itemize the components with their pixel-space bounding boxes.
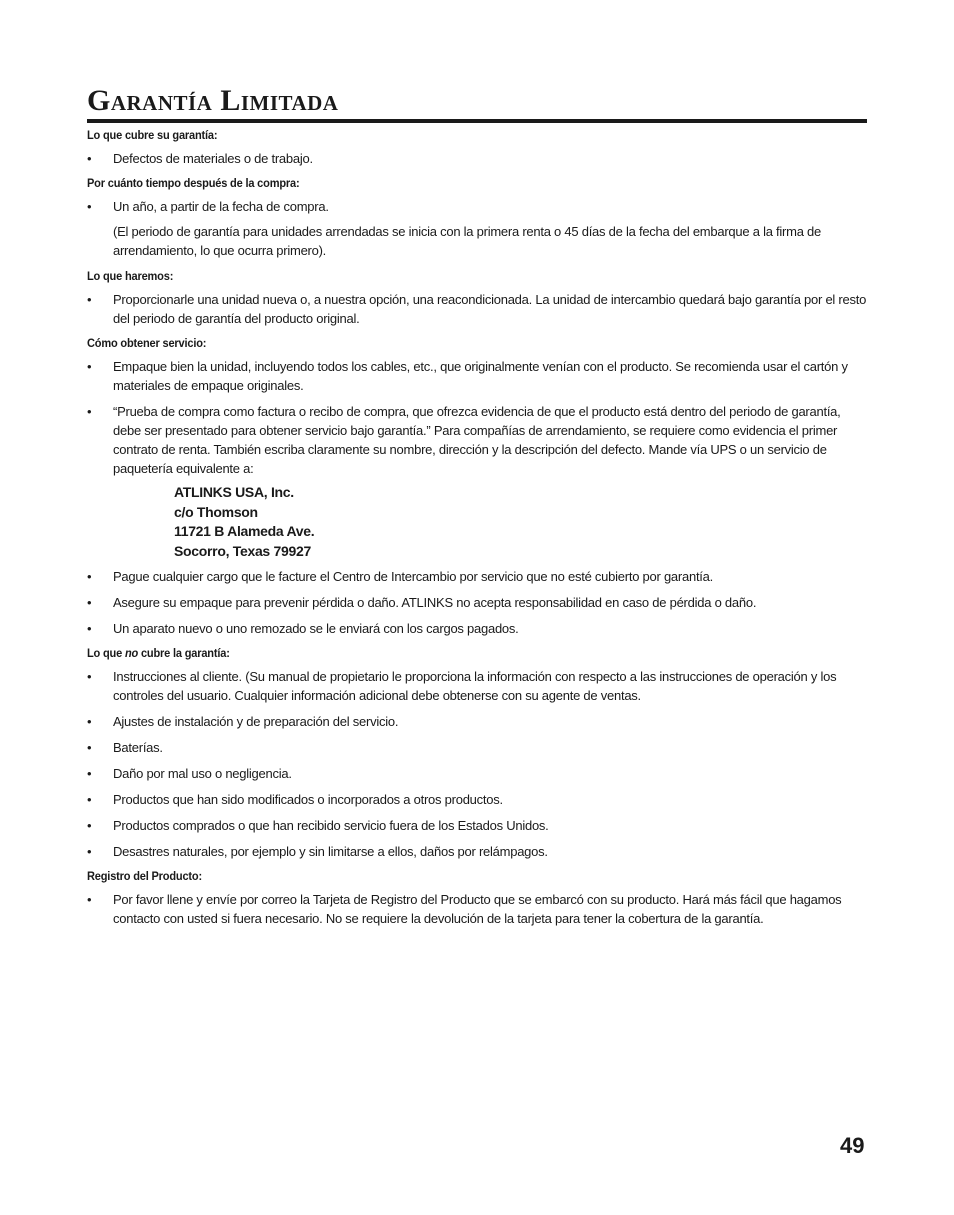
bullet-icon: • xyxy=(87,404,92,419)
bullet-icon: • xyxy=(87,199,92,214)
bullet-icon: • xyxy=(87,669,92,684)
bullet-icon: • xyxy=(87,818,92,833)
address-line: ATLINKS USA, Inc. xyxy=(174,484,294,500)
duration-list xyxy=(87,197,867,216)
service-list-after xyxy=(87,567,867,638)
bullet-icon: • xyxy=(87,151,92,166)
bullet-icon: • xyxy=(87,844,92,859)
bullet-icon: • xyxy=(87,792,92,807)
list-item: • Por favor llene y envíe por correo la Tarjeta de Registro del Producto que se embarcó con su producto. Hará más fácil que hagamos contacto con usted si fuera necesario. No se requiere la devolución de la tarjeta para tener la cobertura de la garantía. xyxy=(87,892,842,926)
list-item: • Baterías. xyxy=(87,740,163,755)
bullet-icon: • xyxy=(87,766,92,781)
list-item: • Desastres naturales, por ejemplo y sin limitarse a ellos, daños por relámpagos. xyxy=(87,844,548,859)
bullet-icon: • xyxy=(87,621,92,636)
list-item: • Productos comprados o que han recibido servicio fuera de los Estados Unidos. xyxy=(87,818,549,833)
section-heading-covers: Lo que cubre su garantía: xyxy=(87,128,218,142)
bullet-icon: • xyxy=(87,359,92,374)
duration-note: (El periodo de garantía para unidades arrendadas se inicia con la primera renta o 45 días de la fecha del embarque a la firma de arrendamiento, lo que ocurra primero). xyxy=(113,224,822,258)
list-item: • Un año, a partir de la fecha de compra. xyxy=(87,199,329,214)
covers-list xyxy=(87,149,867,168)
section-heading-service: Cómo obtener servicio: xyxy=(87,336,207,350)
list-item: • Proporcionarle una unidad nueva o, a nuestra opción, una reacondicionada. La unidad de intercambio quedará bajo garantía por el resto del periodo de garantía del producto original. xyxy=(87,292,867,326)
section-heading-we-do: Lo que haremos: xyxy=(87,269,174,283)
address-line: c/o Thomson xyxy=(174,503,258,520)
bullet-icon: • xyxy=(87,292,92,307)
not-covered-list xyxy=(87,667,867,861)
address-line: 11721 B Alameda Ave. xyxy=(174,523,315,539)
page-number: 49 xyxy=(840,1133,865,1158)
bullet-icon: • xyxy=(87,892,92,907)
title-rule xyxy=(87,119,867,123)
bullet-icon: • xyxy=(87,740,92,755)
page-title: Garantía Limitada xyxy=(87,84,339,117)
bullet-icon: • xyxy=(87,714,92,729)
bullet-icon: • xyxy=(87,569,92,584)
registration-list xyxy=(87,890,867,928)
list-item: • Asegure su empaque para prevenir pérdida o daño. ATLINKS no acepta responsabilidad en caso de pérdida o daño. xyxy=(87,595,757,610)
address-line: Socorro, Texas 79927 xyxy=(174,542,311,559)
list-item: • Empaque bien la unidad, incluyendo todos los cables, etc., que originalmente venían con el producto. Se recomienda usar el cartón y materiales de empaque originales. xyxy=(87,359,848,393)
list-item: • Productos que han sido modificados o incorporados a otros productos. xyxy=(87,792,503,807)
section-heading-not-covered: Lo que no cubre la garantía: xyxy=(87,646,230,660)
list-item: • Ajustes de instalación y de preparación del servicio. xyxy=(87,714,399,729)
list-item: • Instrucciones al cliente. (Su manual de propietario le proporciona la información con respecto a las instrucciones de operación y los controles del usuario. Cualquier información adicional debe obtenerse con su agente de ventas. xyxy=(87,669,837,703)
warranty-page xyxy=(87,84,867,935)
shipping-address xyxy=(87,483,867,561)
list-item: • Un aparato nuevo o uno remozado se le enviará con los cargos pagados. xyxy=(87,621,519,636)
list-item: • “Prueba de compra como factura o recibo de compra, que ofrezca evidencia de que el producto está dentro del periodo de garantía, debe ser presentado para obtener servicio bajo garantía.” Para compañías de arrendamiento, se requiere como evidencia el primer contrato de renta. También escriba claramente su nombre, dirección y la descripción del defecto. Mande vía UPS o un servicio de paquetería equivalente a: xyxy=(87,404,841,476)
section-heading-registration: Registro del Producto: xyxy=(87,869,202,883)
bullet-icon: • xyxy=(87,595,92,610)
service-list xyxy=(87,357,867,478)
we-do-list xyxy=(87,290,867,328)
list-item: • Daño por mal uso o negligencia. xyxy=(87,766,292,781)
section-heading-duration: Por cuánto tiempo después de la compra: xyxy=(87,176,300,190)
list-item: • Pague cualquier cargo que le facture el Centro de Intercambio por servicio que no esté cubierto por garantía. xyxy=(87,569,714,584)
list-item: • Defectos de materiales o de trabajo. xyxy=(87,151,313,166)
